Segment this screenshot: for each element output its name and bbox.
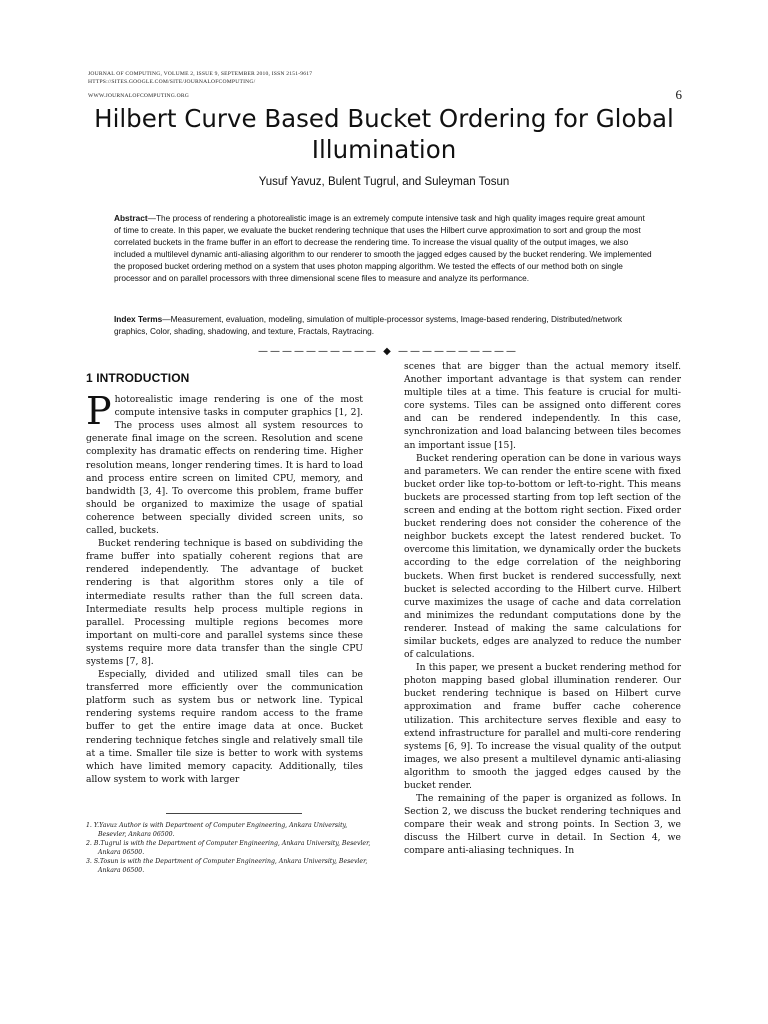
journal-url: HTTPS://SITES.GOOGLE.COM/SITE/JOURNALOFCOMPUTING/ bbox=[88, 79, 256, 85]
author-list: Yusuf Yavuz, Bulent Tugrul, and Suleyman Tosun bbox=[258, 176, 510, 188]
footnote: 3. S.Tosun is with the Department of Computer Engineering, Ankara University, Besevler, Ankara 06500. bbox=[86, 858, 368, 874]
right-paragraph-1: scenes that are bigger than the actual memory itself. Another important advantage is that system can render multiple tiles at a time. This feature is crucial for multi-core systems. Tiles can be assigned onto different cores and can be rendered independently. In this case, synchronization and load balancing between tiles becomes an important issue [15]. bbox=[404, 361, 681, 451]
drop-cap: P bbox=[86, 389, 112, 434]
footnote-rule bbox=[166, 813, 302, 814]
journal-header: JOURNAL OF COMPUTING, VOLUME 2, ISSUE 9, SEPTEMBER 2010, ISSN 2151-9617 bbox=[88, 71, 313, 77]
section-heading-introduction: 1 INTRODUCTION bbox=[86, 371, 190, 385]
intro-paragraph-2: Bucket rendering technique is based on subdividing the frame buffer into spatially coherent regions that are rendered independently. The advantage of bucket rendering is that algorithm stores only a tile of intermediate results rather than the full screen data. Intermediate results help process multiple regions in parallel. Processing multiple regions becomes more important on multi-core and parallel systems since these systems require more data transfer than the single CPU systems [7, 8]. bbox=[86, 538, 363, 667]
abstract-text: —The process of rendering a photorealistic image is an extremely compute intensive task and high quality images require great amount of time to create. In this paper, we evaluate the bucket rendering technique that uses the Hilbert curve approximation to sort and group the most correlated buckets in the frame buffer in an effort to decrease the rendering time. To increase the visual quality of the output images, we also included a multilevel dynamic anti-aliasing algorithm to our renderer to smooth the jagged edges caused by the bucket rendering. We implemented the proposed bucket ordering method on a system that uses photon mapping algorithm. We tested the effects of our method both on single processor and on parallel processors with three dimensional scene files to measure and analyze its performance. bbox=[114, 213, 652, 284]
abstract-label: Abstract bbox=[114, 213, 148, 223]
right-paragraph-3: In this paper, we present a bucket rendering method for photon mapping based global illumination renderer. Our bucket rendering technique is based on Hilbert curve approximation and frame buffer cache coherence utilization. This architecture serves flexible and easy to extend infrastructure for parallel and multi-core rendering systems [6, 9]. To increase the visual quality of the output images, we also present a multilevel dynamic anti-aliasing algorithm to smooth the jagged edges caused by the bucket render. bbox=[404, 662, 681, 791]
paper-title: Hilbert Curve Based Bucket Ordering for Global Illumination bbox=[94, 104, 674, 164]
footnotes bbox=[86, 822, 376, 877]
intro-paragraph-1 bbox=[86, 389, 363, 537]
section-divider: —————————— ◆ —————————— bbox=[258, 346, 519, 357]
page-number: 6 bbox=[675, 87, 682, 102]
intro-paragraph-1-text: hotorealistic image rendering is one of the most compute intensive tasks in computer graphics [1, 2]. The process uses almost all system resources to generate final image on the screen. Resolution and scene complexity has dramatic effects on rendering time. Higher resolution means, longer rendering times. It is hard to load and process entire screen on limited CPU, memory, and bandwidth [3, 4]. To overcome this problem, frame buffer should be organized to maximize the usage of spatial coherence between specially divided screen units, so called, buckets. bbox=[86, 394, 363, 537]
footnote: 1. Y.Yavuz Author is with Department of Computer Engineering, Ankara University, Besevler, Ankara 06500. bbox=[86, 822, 348, 838]
intro-paragraph-3: Especially, divided and utilized small tiles can be transferred more efficiently over the communication platform such as system bus or network line. Typical rendering systems require random access to the frame buffer to get the entire image data at once. Bucket rendering technique fetches single and relatively small tile at a time. Smaller tile size is better to work with systems which have limited memory capacity. Additionally, tiles allow system to work with larger bbox=[86, 669, 363, 785]
left-column bbox=[86, 372, 363, 786]
index-terms-text: —Measurement, evaluation, modeling, simulation of multiple-processor systems, Image-based rendering, Distributed/network graphics, Color, shading, shadowing, and texture, Fractals, Raytracing. bbox=[114, 314, 623, 337]
journal-website: WWW.JOURNALOFCOMPUTING.ORG bbox=[88, 93, 190, 99]
index-terms-label: Index Terms bbox=[114, 314, 163, 324]
right-paragraph-2: Bucket rendering operation can be done in various ways and parameters. We can render the entire scene with fixed bucket order like top-to-bottom or left-to-right. This means buckets are processed starting from top left section of the screen and ending at the bottom right section. Fixed order bucket rendering does not consider the coherence of the neighbor buckets except the latest rendered bucket. To overcome this limitation, we dynamically order the buckets according to the edge correlation of the neighboring buckets. When first bucket is rendered successfully, next bucket is selected according to the Hilbert curve. Hilbert curve maximizes the usage of cache and data correlation and minimizes the redundant computations done by the renderer. Instead of making the same calculations for similar buckets, edges are analyzed to reduce the number of calculations. bbox=[404, 452, 681, 661]
footnote: 2. B.Tugrul is with the Department of Computer Engineering, Ankara University, Besevler, Ankara 06500. bbox=[86, 840, 371, 856]
index-terms bbox=[114, 313, 652, 337]
abstract bbox=[114, 212, 652, 285]
right-column bbox=[404, 360, 681, 858]
right-paragraph-4: The remaining of the paper is organized as follows. In Section 2, we discuss the bucket rendering techniques and compare their weak and strong points. In Section 3, we discuss the Hilbert curve in detail. In Section 4, we compare anti-aliasing techniques. In bbox=[404, 793, 681, 857]
